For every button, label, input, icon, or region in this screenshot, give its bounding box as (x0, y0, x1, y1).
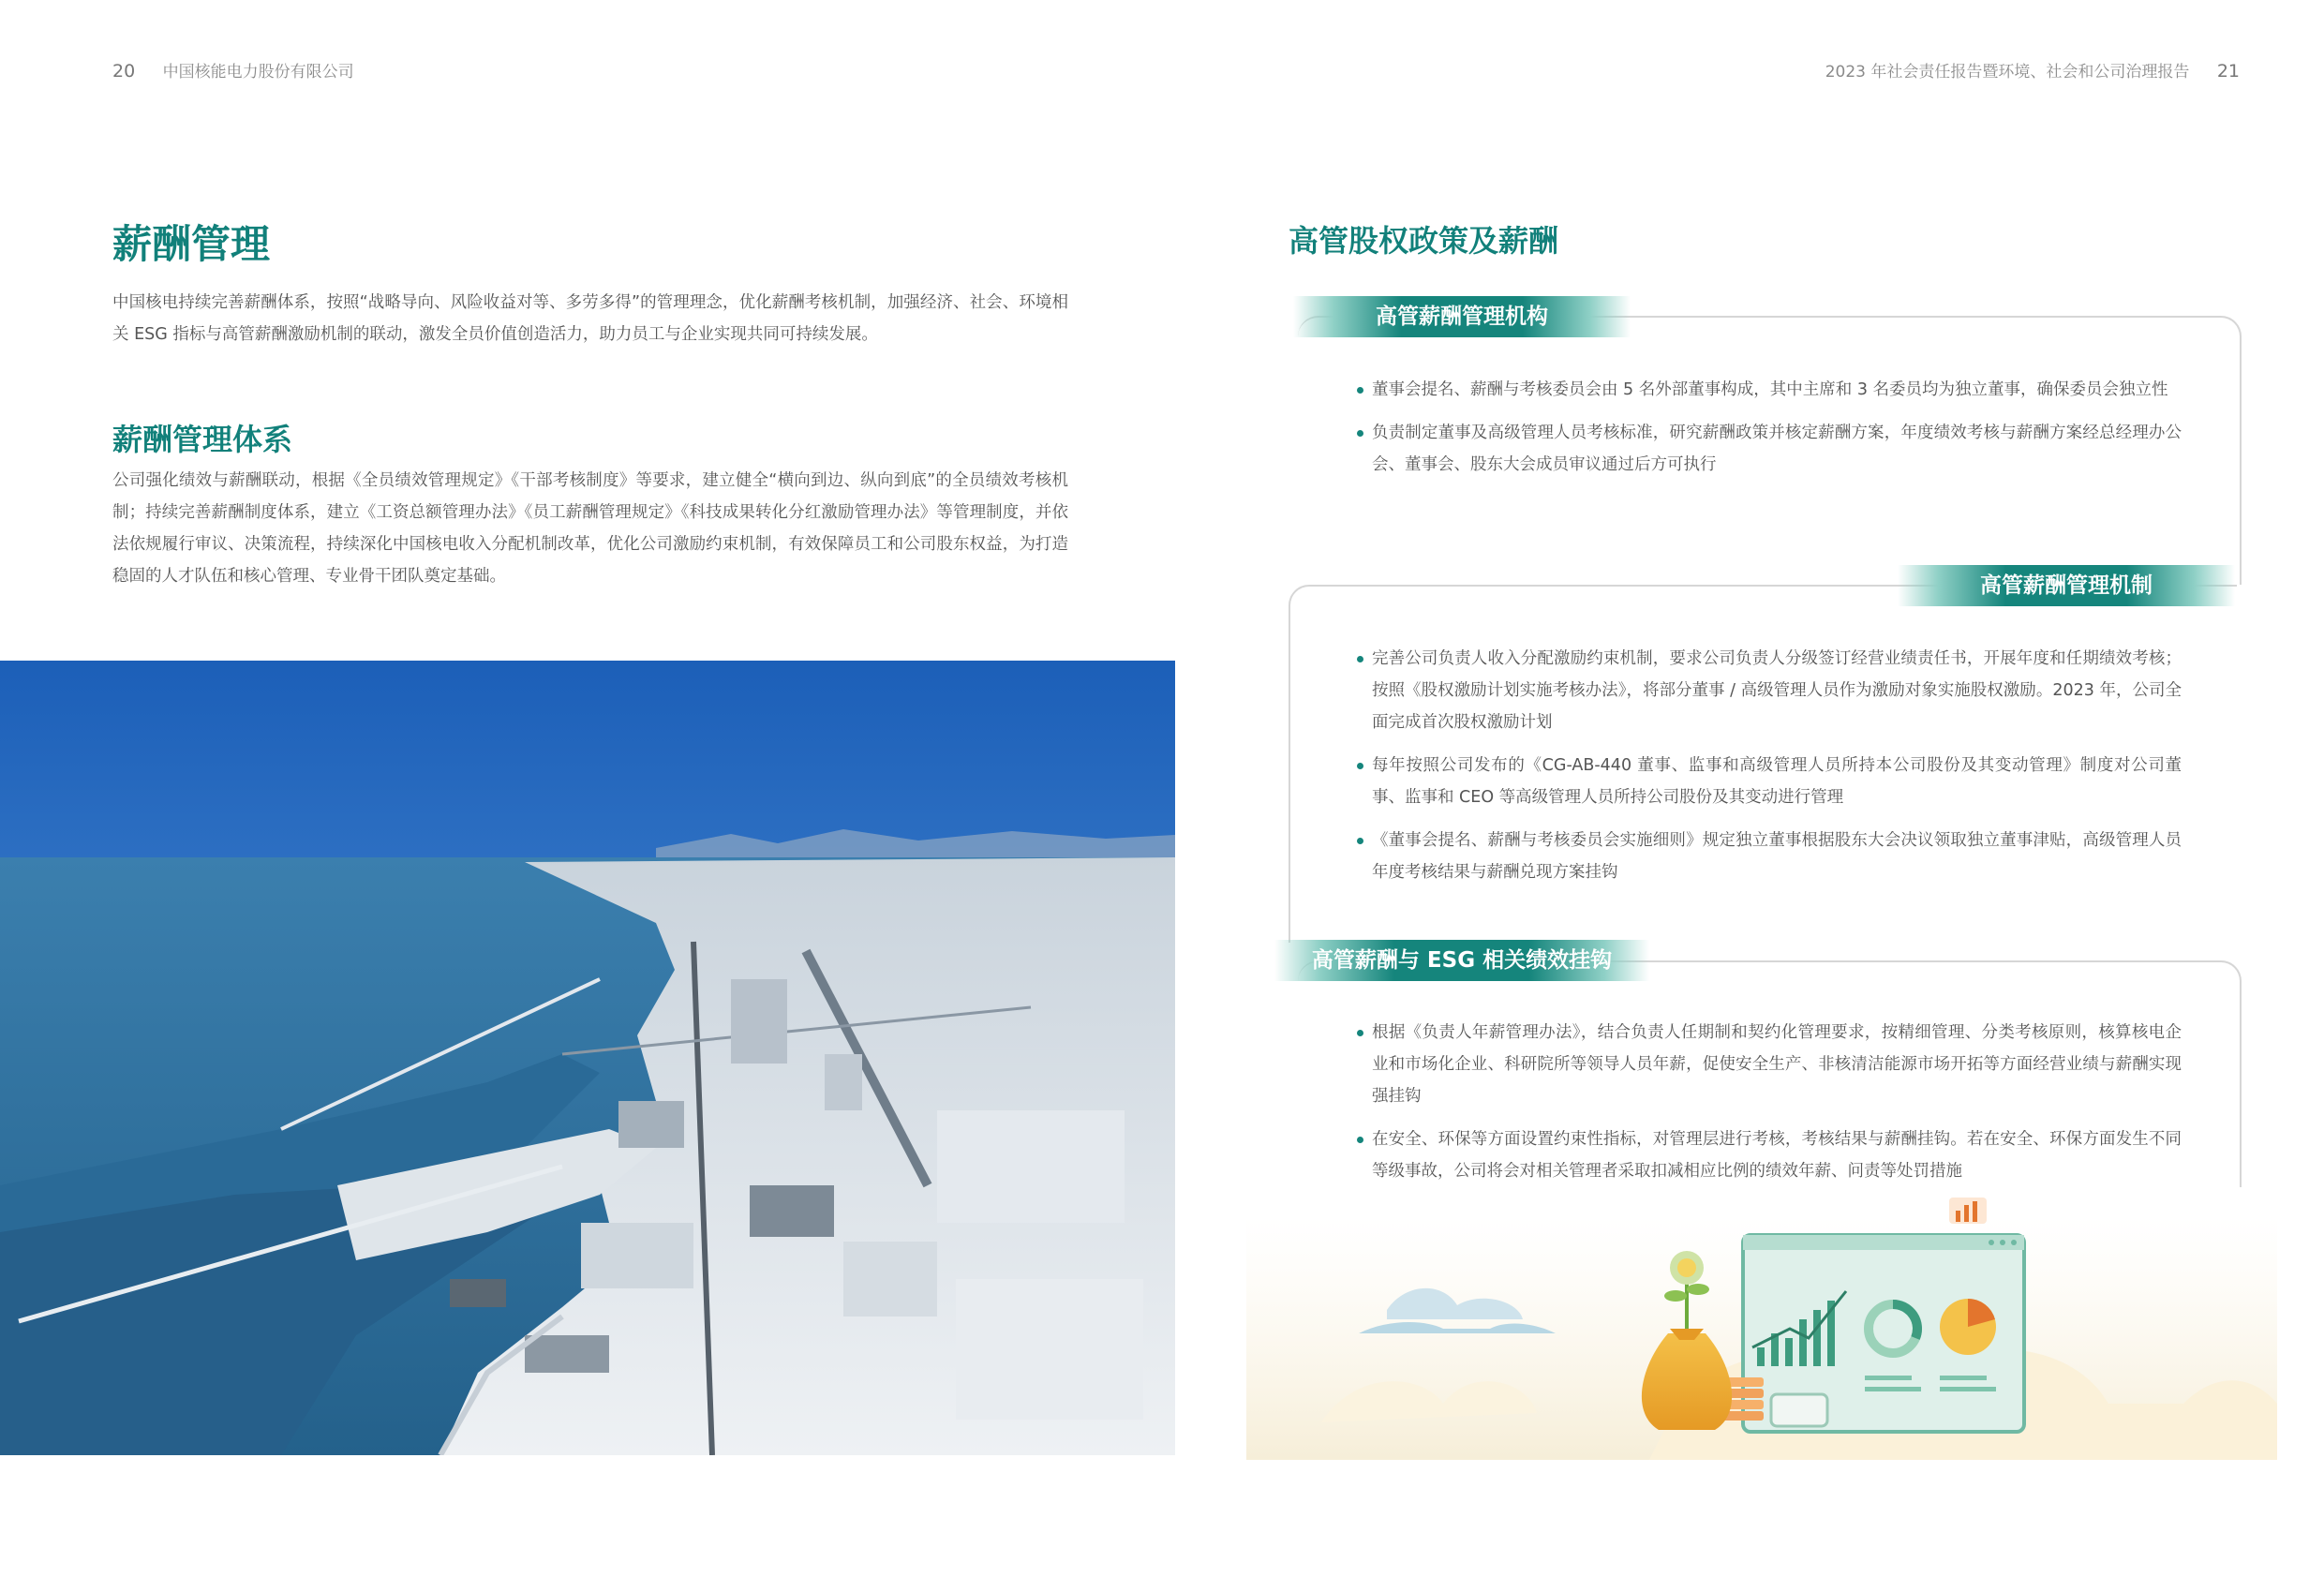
section-title: 薪酬管理体系 (112, 422, 293, 457)
right-page-number: 21 (2216, 61, 2240, 82)
list-item: 在安全、环保等方面设置约束性指标，对管理层进行考核，考核结果与薪酬挂钩。若在安全、环保方面发生不同等级事故，公司将会对相关管理者采取扣减相应比例的绩效年薪、问责等处罚措施 (1357, 1123, 2182, 1187)
esg-linkage-list (1357, 1017, 2182, 1198)
report-title: 2023 年社会责任报告暨环境、社会和公司治理报告 (1825, 63, 2190, 82)
page-title: 薪酬管理 (112, 221, 271, 267)
list-item: 《董事会提名、薪酬与考核委员会实施细则》规定独立董事根据股东大会决议领取独立董事津贴，高级管理人员年度考核结果与薪酬兑现方案挂钩 (1357, 825, 2182, 888)
list-item: 负责制定董事及高级管理人员考核标准，研究薪酬政策并核定薪酬方案，年度绩效考核与薪酬方案经总经理办公会、董事会、股东大会成员审议通过后方可执行 (1357, 417, 2182, 481)
compensation-committee-list (1357, 374, 2182, 492)
right-page-header (1825, 58, 2240, 82)
tag-esg-linkage: 高管薪酬与 ESG 相关绩效挂钩 (1274, 940, 1649, 981)
left-company-name: 中国核能电力股份有限公司 (162, 63, 354, 82)
list-item: 每年按照公司发布的《CG-AB-440 董事、监事和高级管理人员所持本公司股份及其变动管理》制度对公司董事、监事和 CEO 等高级管理人员所持公司股份及其变动进行管理 (1357, 750, 2182, 813)
right-section-title: 高管股权政策及薪酬 (1289, 223, 1559, 259)
tag-compensation-mechanism: 高管薪酬管理机制 (1898, 565, 2235, 606)
left-page-number: 20 (112, 61, 136, 82)
tag-compensation-committee: 高管薪酬管理机构 (1293, 296, 1631, 337)
compensation-mechanism-list (1357, 643, 2182, 900)
intro-paragraph: 中国核电持续完善薪酬体系，按照“战略导向、风险收益对等、多劳多得”的管理理念，优化薪酬考核机制，加强经济、社会、环境相关 ESG 指标与高管薪酬激励机制的联动，激发全员价值创造活力，助力员工与企业实现共同可持续发展。 (112, 293, 1068, 344)
section-paragraph: 公司强化绩效与薪酬联动，根据《全员绩效管理规定》《干部考核制度》等要求，建立健全“横向到边、纵向到底”的全员绩效考核机制；持续完善薪酬制度体系，建立《工资总额管理办法》《员工薪酬管理规定》《科技成果转化分红激励管理办法》等管理制度，并依法依规履行审议、决策流程，持续深化中国核电收入分配机制改革，优化公司激励约束机制，有效保障员工和公司股东权益，为打造稳固的人才队伍和核心管理、专业骨干团队奠定基础。 (112, 471, 1068, 586)
aerial-photo-nuclear-plant (0, 661, 1175, 1455)
list-item: 完善公司负责人收入分配激励约束机制，要求公司负责人分级签订经营业绩责任书，开展年度和任期绩效考核；按照《股权激励计划实施考核办法》，将部分董事 / 高级管理人员作为激励对象实施股权激励。2023 年，公司全面完成首次股权激励计划 (1357, 643, 2182, 738)
finance-dashboard-illustration (1246, 1179, 2277, 1460)
list-item: 根据《负责人年薪管理办法》，结合负责人任期制和契约化管理要求，按精细管理、分类考核原则，核算核电企业和市场化企业、科研院所等领导人员年薪，促使安全生产、非核清洁能源市场开拓等方面经营业绩与薪酬实现强挂钩 (1357, 1017, 2182, 1112)
list-item: 董事会提名、薪酬与考核委员会由 5 名外部董事构成，其中主席和 3 名委员均为独立董事，确保委员会独立性 (1357, 374, 2182, 406)
left-page-header (112, 58, 354, 82)
